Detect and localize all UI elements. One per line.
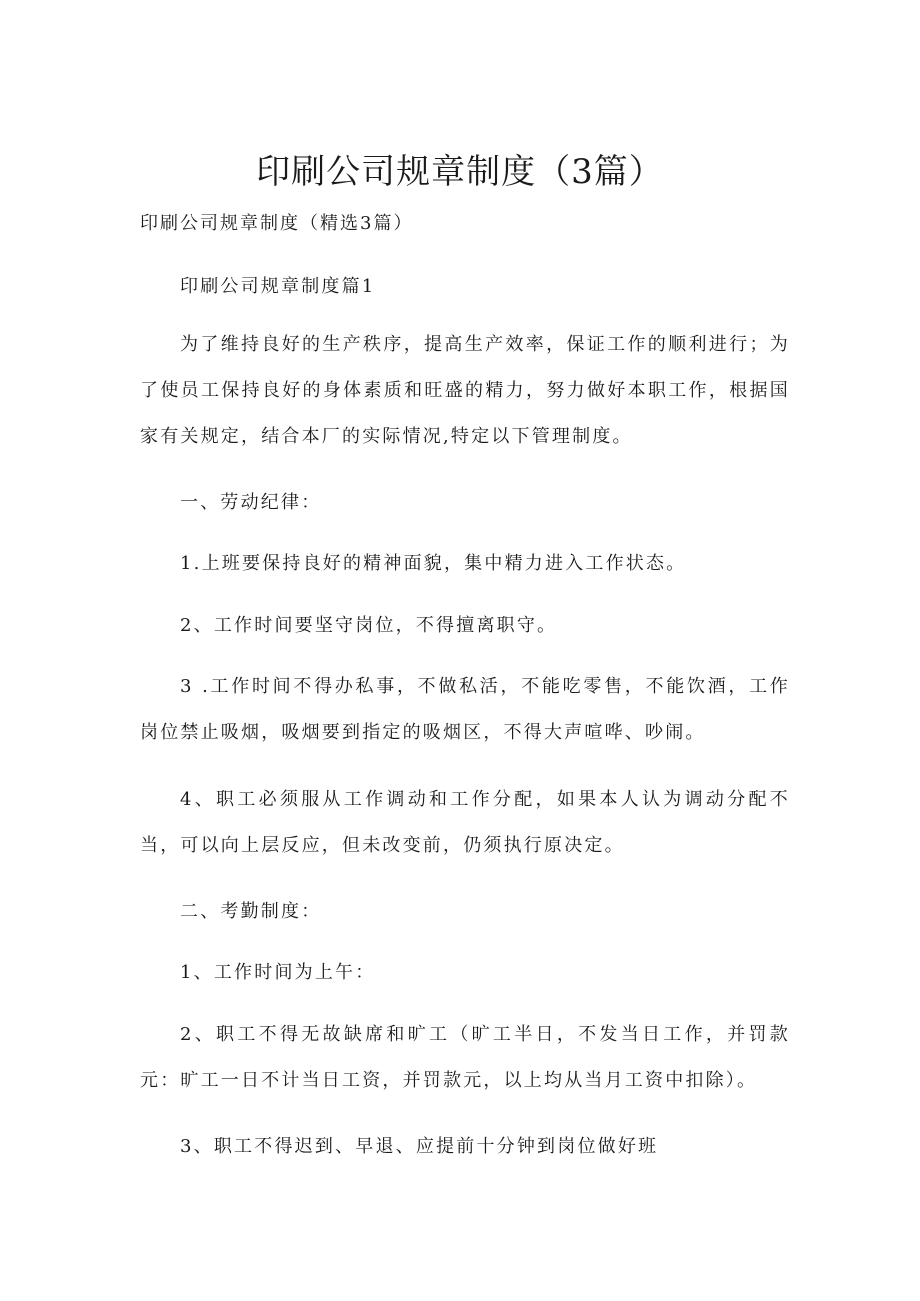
- labor-rule-3: 3 .工作时间不得办私事，不做私活，不能吃零售，不能饮酒，工作岗位禁止吸烟，吸烟要到指定的吸烟区，不得大声喧哗、吵闹。: [140, 676, 790, 743]
- chapter-heading: 印刷公司规章制度篇1: [180, 276, 376, 297]
- document-title: 印刷公司规章制度（3篇）: [256, 152, 664, 192]
- labor-rule-4: 4、职工必须服从工作调动和工作分配，如果本人认为调动分配不当，可以向上层反应，但未改变前，仍须执行原决定。: [140, 789, 790, 856]
- attendance-rule-1: 1、工作时间为上午：: [180, 962, 376, 983]
- section-title-labor-discipline: 一、劳动纪律：: [180, 492, 322, 513]
- labor-rule-1: 1.上班要保持良好的精神面貌，集中精力进入工作状态。: [180, 553, 687, 574]
- section-title-attendance: 二、考勤制度：: [180, 901, 322, 922]
- document-subtitle: 印刷公司规章制度（精选3篇）: [140, 213, 414, 234]
- intro-paragraph: 为了维持良好的生产秩序，提高生产效率，保证工作的顺利进行；为了使员工保持良好的身体素质和旺盛的精力，努力做好本职工作，根据国家有关规定，结合本厂的实际情况,特定以下管理制度。: [140, 334, 790, 447]
- attendance-rule-2: 2、职工不得无故缺席和旷工（旷工半日，不发当日工作，并罚款元：旷工一日不计当日工资，并罚款元，以上均从当月工资中扣除）。: [140, 1024, 790, 1091]
- attendance-rule-3: 3、职工不得迟到、早退、应提前十分钟到岗位做好班: [180, 1136, 659, 1157]
- labor-rule-2: 2、工作时间要坚守岗位，不得擅离职守。: [180, 615, 558, 636]
